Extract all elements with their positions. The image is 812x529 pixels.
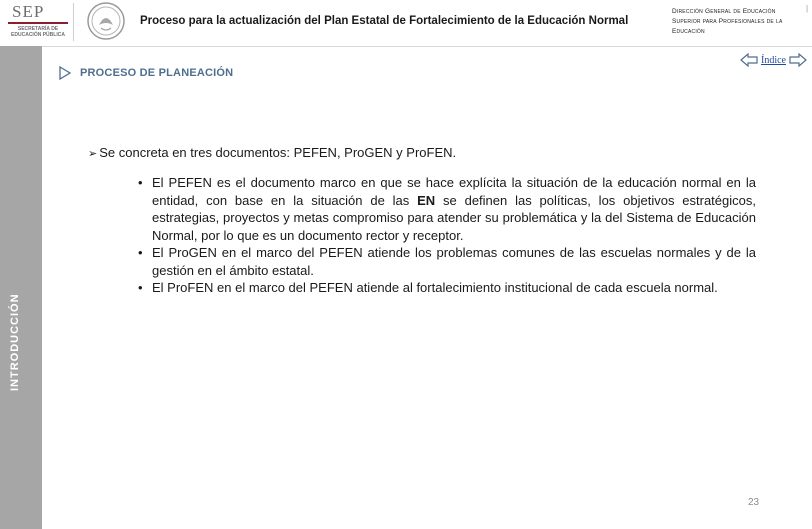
arrow-bullet-icon: ➢ <box>88 148 98 160</box>
forward-arrow-icon[interactable] <box>789 53 807 67</box>
list-item <box>138 244 756 279</box>
list-item-text: El ProGEN en el marco del PEFEN atiende los problemas comunes de las escuelas normales y de la gestión en el ámbito estatal. <box>152 245 756 278</box>
bullet-dot-icon: • <box>138 175 143 190</box>
list-item-text: El ProFEN en el marco del PEFEN atiende al fortalecimiento institucional de cada escuela normal. <box>152 280 718 295</box>
index-link[interactable]: Índice <box>761 54 786 66</box>
list-item-bold: EN <box>417 192 436 208</box>
back-arrow-icon[interactable] <box>740 53 758 67</box>
sep-logo-line <box>8 22 68 24</box>
header-edge-mark: | <box>806 4 809 13</box>
section-title: PROCESO DE PLANEACIÓN <box>80 67 234 79</box>
navigation <box>740 53 807 67</box>
sidebar-label: INTRODUCCIÓN <box>9 293 21 391</box>
bullet-dot-icon: • <box>138 280 143 295</box>
header-title: Proceso para la actualización del Plan Estatal de Fortalecimiento de la Educación Normal <box>140 15 629 27</box>
intro-line <box>88 145 756 160</box>
sep-logo <box>2 2 70 42</box>
header-divider <box>73 3 74 41</box>
header <box>0 0 812 47</box>
list-item-text: El PEFEN es el documento marco en que se hace explícita la situación de la educación normal en la entidad, con base en la situación de las <box>152 175 756 208</box>
national-seal-icon <box>86 1 126 41</box>
list-item-text-cont: se definen las políticas, los objetivos estratégicos, estrategias, proyectos y metas compromiso para atender su problemática y la del Sistema de Educación Normal, por lo que es un documento rector y receptor. <box>152 192 756 243</box>
section-heading <box>58 66 233 80</box>
list-item <box>138 279 756 297</box>
department-name: Dirección General de Educación Superior para Profesionales de la Educación <box>672 8 783 35</box>
bullet-dot-icon: • <box>138 245 143 260</box>
sep-logo-subtitle: SECRETARÍA DE EDUCACIÓN PÚBLICA <box>11 26 65 38</box>
sidebar <box>0 46 42 529</box>
bullet-list <box>88 174 756 297</box>
intro-text: Se concreta en tres documentos: PEFEN, ProGEN y ProFEN. <box>99 145 457 160</box>
content-body <box>88 145 756 297</box>
triangle-bullet-icon <box>58 66 72 80</box>
page-number: 23 <box>748 497 760 508</box>
list-item <box>138 174 756 244</box>
sep-logo-text: SEP <box>12 2 45 21</box>
